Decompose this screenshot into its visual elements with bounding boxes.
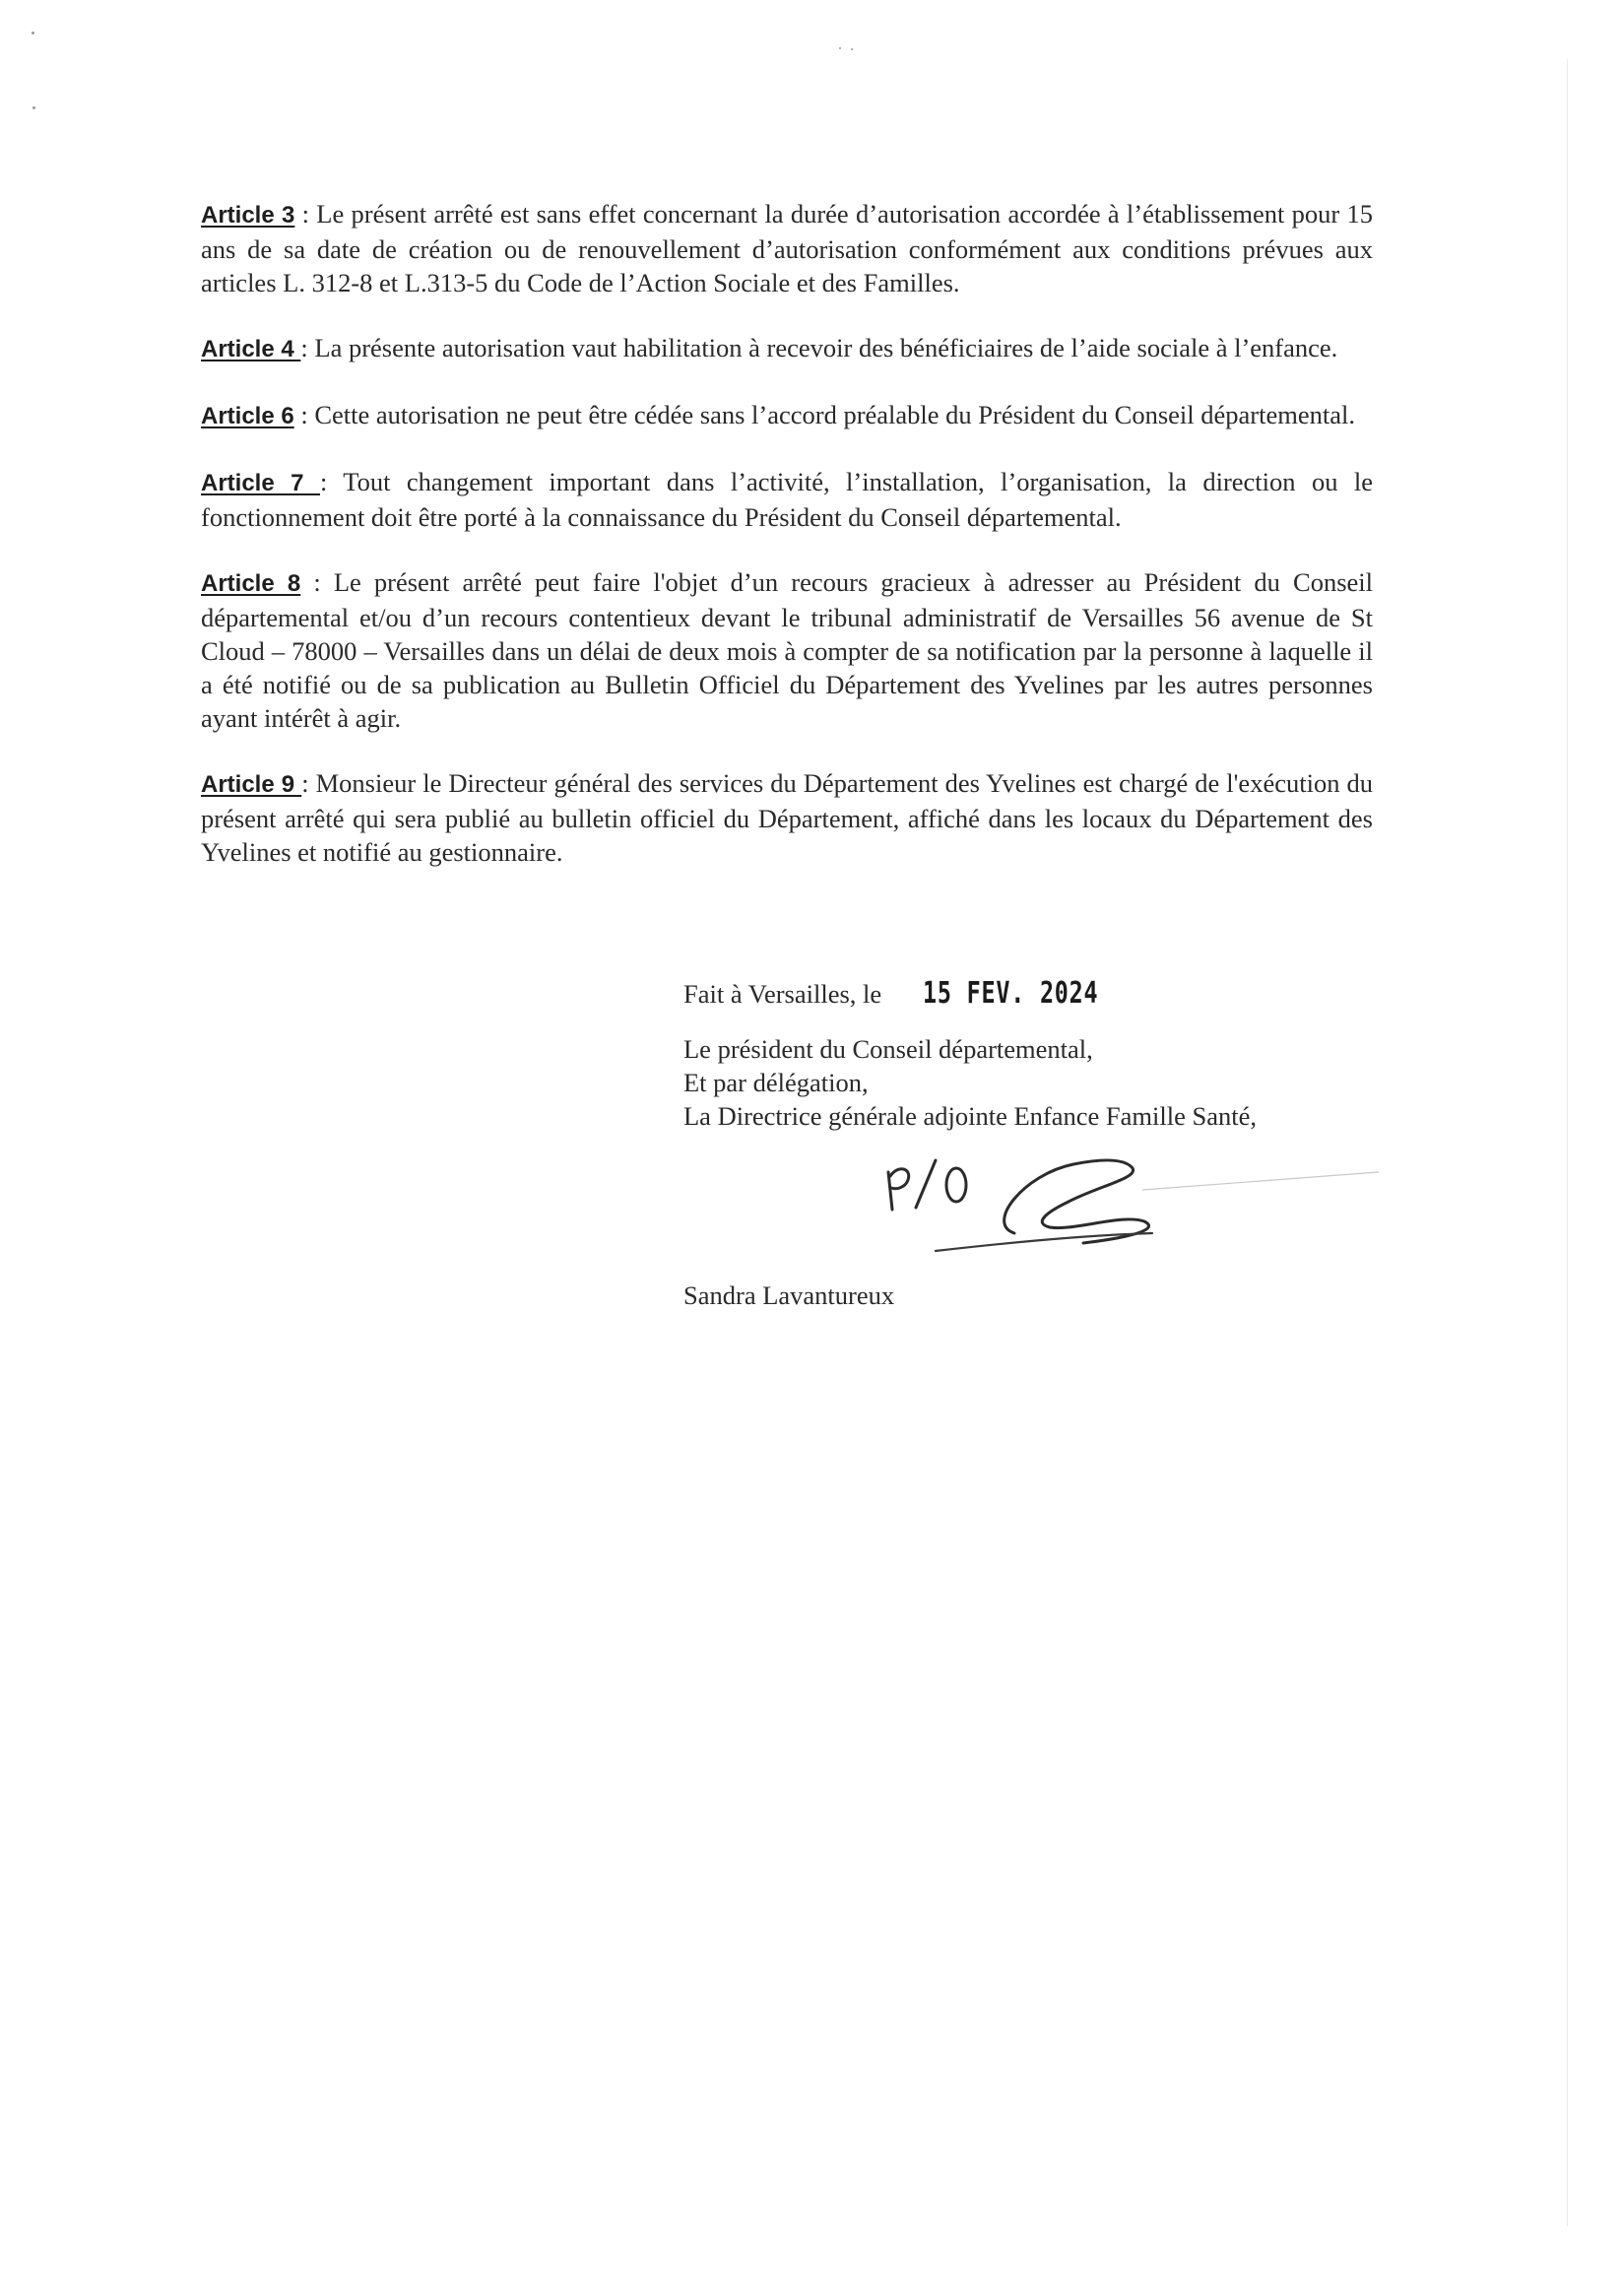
article-label: Article 8 <box>201 570 301 597</box>
article-text: : Le présent arrêté est sans effet concernant la durée d’autorisation accordée à l’établissement pour 15 ans de sa date de création ou de renouvellement d’autorisation conformément aux conditions prévues aux articles L. 312-8 et L.313-5 du Code de l’Action Sociale et des Familles. <box>201 199 1373 297</box>
scan-speck <box>839 47 841 49</box>
article-label: Article 9 <box>201 771 302 798</box>
article-text: : Monsieur le Directeur général des services du Département des Yvelines est chargé de l'exécution du présent arrêté qui sera publié au bulletin officiel du Département, affiché dans les locaux du Département des Yvelines et notifié au gestionnaire. <box>201 768 1373 867</box>
article-3 <box>201 197 1373 299</box>
article-label: Article 6 <box>201 403 294 429</box>
scan-speck <box>32 32 34 34</box>
signature-block <box>683 977 1257 1133</box>
signatory-role <box>683 1032 1257 1133</box>
article-text: : Le présent arrêté peut faire l'objet d’un recours gracieux à adresser au Président du Conseil départemental et/ou d’un recours contentieux devant le tribunal administratif de Versailles 56 avenue de St Cloud – 78000 – Versailles dans un délai de deux mois à compter de sa notification par la personne à laquelle il a été notifié ou de sa publication au Bulletin Officiel du Département des Yvelines par les autres personnes ayant intérêt à agir. <box>201 567 1374 733</box>
role-line: Le président du Conseil départemental, <box>683 1034 1093 1064</box>
role-line: La Directrice générale adjointe Enfance Famille Santé, <box>683 1101 1257 1131</box>
article-label: Article 3 <box>201 202 295 229</box>
article-text: : Tout changement important dans l’activité, l’installation, l’organisation, la direction ou le fonctionnement doit être porté à la connaissance du Président du Conseil départemental. <box>201 467 1373 532</box>
article-7 <box>201 465 1373 534</box>
article-label: Article 4 <box>201 336 301 362</box>
scan-edge-line <box>1567 59 1568 2226</box>
article-4 <box>201 331 1373 366</box>
scan-speck <box>32 106 35 109</box>
signer-name: Sandra Lavantureux <box>683 1280 895 1310</box>
place-text: Fait à Versailles, le <box>683 979 882 1009</box>
role-line: Et par délégation, <box>683 1068 869 1097</box>
article-text: : Cette autorisation ne peut être cédée sans l’accord préalable du Président du Conseil départemental. <box>293 400 1355 429</box>
article-9 <box>201 766 1373 869</box>
article-text: : La présente autorisation vaut habilitation à recevoir des bénéficiaires de l’aide sociale à l’enfance. <box>300 333 1338 362</box>
article-8 <box>201 565 1373 735</box>
article-6 <box>201 398 1373 433</box>
article-label: Article 7 <box>201 470 320 496</box>
date-stamp: 15 FEV. 2024 <box>923 976 1099 1011</box>
handwritten-signature <box>867 1145 1398 1273</box>
articles-section <box>201 197 1373 900</box>
scan-speck <box>851 48 853 50</box>
place-date-line <box>683 977 1257 1011</box>
